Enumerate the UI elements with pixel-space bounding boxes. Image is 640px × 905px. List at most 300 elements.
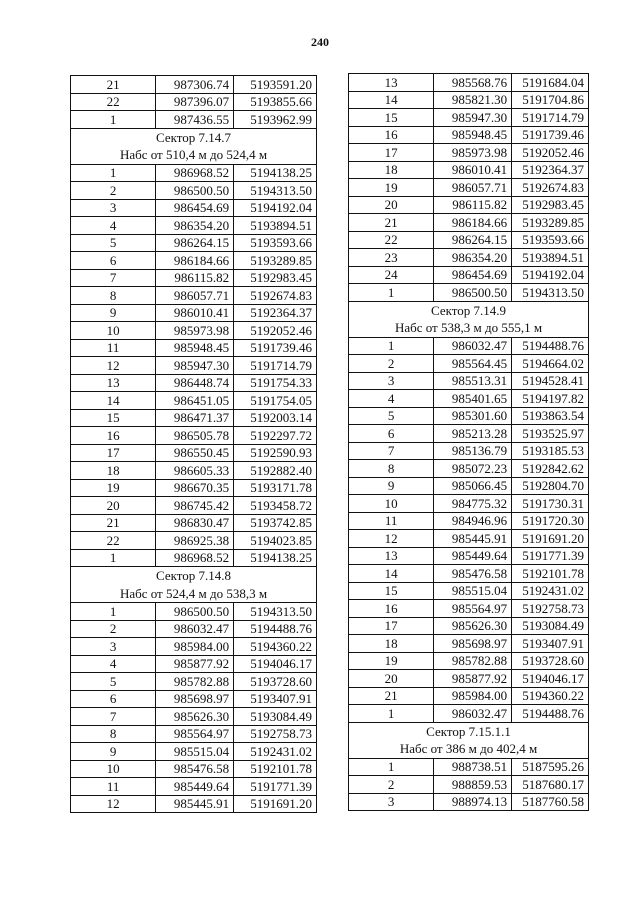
point-number: 1 — [71, 603, 156, 621]
coordinate-x: 985948.45 — [156, 339, 234, 357]
table-row — [71, 690, 317, 708]
coordinate-y: 5193863.54 — [512, 407, 589, 425]
coordinate-y: 5194023.85 — [234, 532, 317, 550]
coordinate-x: 984775.32 — [434, 495, 512, 513]
coordinate-y: 5192364.37 — [234, 304, 317, 322]
sector-header-row — [71, 128, 317, 146]
table-row — [71, 339, 317, 357]
coordinate-x: 985072.23 — [434, 460, 512, 478]
coordinate-y: 5191691.20 — [234, 795, 317, 813]
coordinates-table-right — [348, 73, 589, 811]
coordinate-y: 5192842.62 — [512, 460, 589, 478]
coordinate-y: 5191704.86 — [512, 91, 589, 109]
sector-header: Набс от 538,3 м до 555,1 м — [349, 319, 589, 337]
coordinate-y: 5194313.50 — [234, 182, 317, 200]
coordinate-y: 5194488.76 — [234, 620, 317, 638]
point-number: 8 — [71, 725, 156, 743]
coordinate-y: 5193894.51 — [234, 217, 317, 235]
coordinate-y: 5193185.53 — [512, 442, 589, 460]
table-row — [71, 304, 317, 322]
point-number: 10 — [349, 495, 434, 513]
sector-header: Сектор 7.15.1.1 — [349, 722, 589, 740]
point-number: 5 — [71, 673, 156, 691]
table-row — [71, 357, 317, 375]
coordinate-x: 985476.58 — [434, 565, 512, 583]
coordinate-x: 986115.82 — [434, 196, 512, 214]
point-number: 22 — [71, 532, 156, 550]
coordinate-y: 5193593.66 — [234, 234, 317, 252]
coordinate-y: 5192674.83 — [512, 179, 589, 197]
table-row — [349, 249, 589, 267]
coordinate-x: 985973.98 — [156, 322, 234, 340]
point-number: 7 — [71, 269, 156, 287]
point-number: 19 — [349, 652, 434, 670]
coordinate-x: 985568.76 — [434, 74, 512, 92]
table-row — [71, 778, 317, 796]
table-row — [71, 217, 317, 235]
point-number: 15 — [71, 409, 156, 427]
coordinate-y: 5194313.50 — [512, 284, 589, 302]
table-row — [349, 512, 589, 530]
coordinate-y: 5192101.78 — [512, 565, 589, 583]
table-row — [71, 322, 317, 340]
table-row — [349, 460, 589, 478]
coordinate-y: 5193171.78 — [234, 479, 317, 497]
point-number: 17 — [349, 617, 434, 635]
coordinate-y: 5193084.49 — [234, 708, 317, 726]
coordinate-x: 985564.97 — [156, 725, 234, 743]
right-table-body — [349, 74, 589, 811]
coordinates-table-left — [70, 75, 317, 813]
table-row — [71, 638, 317, 656]
table-row — [349, 793, 589, 811]
point-number: 8 — [349, 460, 434, 478]
table-row — [349, 565, 589, 583]
point-number: 24 — [349, 266, 434, 284]
point-number: 1 — [349, 758, 434, 776]
coordinate-x: 986115.82 — [156, 269, 234, 287]
point-number: 22 — [71, 93, 156, 111]
sector-header-row — [349, 722, 589, 740]
point-number: 4 — [349, 390, 434, 408]
sector-header: Набс от 386 м до 402,4 м — [349, 740, 589, 758]
table-row — [349, 231, 589, 249]
table-row — [349, 407, 589, 425]
coordinate-x: 986354.20 — [156, 217, 234, 235]
table-row — [71, 479, 317, 497]
coordinate-x: 985947.30 — [434, 109, 512, 127]
coordinate-y: 5194046.17 — [234, 655, 317, 673]
table-row — [349, 337, 589, 355]
table-row — [349, 530, 589, 548]
table-row — [349, 600, 589, 618]
coordinate-x: 986670.35 — [156, 479, 234, 497]
coordinate-x: 986032.47 — [156, 620, 234, 638]
coordinate-x: 986550.45 — [156, 444, 234, 462]
coordinate-x: 986968.52 — [156, 164, 234, 182]
point-number: 2 — [349, 355, 434, 373]
coordinate-x: 988859.53 — [434, 776, 512, 794]
table-row — [71, 497, 317, 515]
point-number: 12 — [349, 530, 434, 548]
table-row — [71, 708, 317, 726]
coordinate-y: 5192758.73 — [234, 725, 317, 743]
coordinate-y: 5192003.14 — [234, 409, 317, 427]
coordinate-x: 985948.45 — [434, 126, 512, 144]
coordinate-y: 5191714.79 — [234, 357, 317, 375]
point-number: 20 — [349, 196, 434, 214]
point-number: 18 — [71, 462, 156, 480]
table-row — [71, 549, 317, 567]
coordinate-x: 985782.88 — [156, 673, 234, 691]
left-table-body — [71, 76, 317, 813]
coordinate-x: 986471.37 — [156, 409, 234, 427]
coordinate-y: 5193894.51 — [512, 249, 589, 267]
point-number: 22 — [349, 231, 434, 249]
coordinate-x: 986605.33 — [156, 462, 234, 480]
coordinate-x: 985449.64 — [434, 547, 512, 565]
point-number: 7 — [71, 708, 156, 726]
point-number: 5 — [349, 407, 434, 425]
coordinate-y: 5191771.39 — [234, 778, 317, 796]
sector-header-row — [349, 301, 589, 319]
coordinate-x: 985515.04 — [434, 582, 512, 600]
coordinate-y: 5193084.49 — [512, 617, 589, 635]
point-number: 1 — [71, 549, 156, 567]
coordinate-y: 5191754.05 — [234, 392, 317, 410]
coordinate-y: 5193962.99 — [234, 111, 317, 129]
sector-header-row — [71, 585, 317, 603]
coordinate-x: 985513.31 — [434, 372, 512, 390]
point-number: 5 — [71, 234, 156, 252]
table-row — [71, 795, 317, 813]
point-number: 11 — [71, 339, 156, 357]
coordinate-x: 985877.92 — [156, 655, 234, 673]
coordinate-y: 5192882.40 — [234, 462, 317, 480]
coordinate-y: 5192758.73 — [512, 600, 589, 618]
coordinate-x: 985564.97 — [434, 600, 512, 618]
coordinate-x: 986968.52 — [156, 549, 234, 567]
point-number: 13 — [349, 547, 434, 565]
table-row — [349, 161, 589, 179]
table-row — [71, 164, 317, 182]
table-row — [71, 725, 317, 743]
table-row — [349, 109, 589, 127]
coordinate-x: 987436.55 — [156, 111, 234, 129]
coordinate-y: 5191691.20 — [512, 530, 589, 548]
coordinate-x: 986354.20 — [434, 249, 512, 267]
point-number: 4 — [71, 655, 156, 673]
coordinate-y: 5194138.25 — [234, 549, 317, 567]
table-row — [349, 126, 589, 144]
coordinate-y: 5194528.41 — [512, 372, 589, 390]
point-number: 3 — [71, 638, 156, 656]
table-row — [349, 355, 589, 373]
coordinate-x: 988738.51 — [434, 758, 512, 776]
point-number: 11 — [349, 512, 434, 530]
point-number: 16 — [349, 600, 434, 618]
table-row — [349, 390, 589, 408]
coordinate-x: 986454.69 — [156, 199, 234, 217]
table-row — [71, 269, 317, 287]
coordinate-x: 985445.91 — [156, 795, 234, 813]
table-row — [71, 514, 317, 532]
table-row — [349, 670, 589, 688]
coordinate-x: 986830.47 — [156, 514, 234, 532]
coordinate-x: 985821.30 — [434, 91, 512, 109]
coordinate-x: 985066.45 — [434, 477, 512, 495]
coordinate-y: 5194488.76 — [512, 337, 589, 355]
point-number: 1 — [349, 337, 434, 355]
sector-header: Сектор 7.14.9 — [349, 301, 589, 319]
point-number: 17 — [349, 144, 434, 162]
table-row — [349, 91, 589, 109]
coordinate-y: 5193458.72 — [234, 497, 317, 515]
coordinate-y: 5192431.02 — [512, 582, 589, 600]
sector-header: Набс от 524,4 м до 538,3 м — [71, 585, 317, 603]
coordinate-y: 5192431.02 — [234, 743, 317, 761]
coordinate-y: 5192297.72 — [234, 427, 317, 445]
coordinate-x: 986451.05 — [156, 392, 234, 410]
coordinate-x: 985782.88 — [434, 652, 512, 670]
table-row — [349, 776, 589, 794]
point-number: 21 — [349, 214, 434, 232]
point-number: 6 — [349, 425, 434, 443]
sector-header-row — [71, 146, 317, 164]
point-number: 21 — [71, 76, 156, 94]
point-number: 3 — [71, 199, 156, 217]
coordinate-x: 986264.15 — [434, 231, 512, 249]
coordinate-y: 5193289.85 — [234, 252, 317, 270]
point-number: 9 — [349, 477, 434, 495]
point-number: 4 — [71, 217, 156, 235]
table-row — [71, 673, 317, 691]
coordinate-y: 5192052.46 — [234, 322, 317, 340]
table-row — [71, 444, 317, 462]
table-row — [71, 287, 317, 305]
coordinate-x: 986500.50 — [434, 284, 512, 302]
table-row — [71, 182, 317, 200]
table-row — [349, 214, 589, 232]
coordinate-y: 5193742.85 — [234, 514, 317, 532]
table-row — [349, 425, 589, 443]
table-row — [349, 687, 589, 705]
coordinate-x: 986057.71 — [434, 179, 512, 197]
coordinate-x: 986010.41 — [156, 304, 234, 322]
coordinate-x: 986184.66 — [156, 252, 234, 270]
coordinate-y: 5193591.20 — [234, 76, 317, 94]
point-number: 7 — [349, 442, 434, 460]
point-number: 15 — [349, 109, 434, 127]
coordinate-y: 5193407.91 — [234, 690, 317, 708]
table-row — [71, 111, 317, 129]
point-number: 2 — [349, 776, 434, 794]
table-row — [71, 392, 317, 410]
coordinate-x: 986448.74 — [156, 374, 234, 392]
table-row — [349, 652, 589, 670]
coordinate-x: 985515.04 — [156, 743, 234, 761]
coordinate-y: 5193593.66 — [512, 231, 589, 249]
coordinate-y: 5191714.79 — [512, 109, 589, 127]
coordinate-y: 5191684.04 — [512, 74, 589, 92]
coordinate-y: 5191754.33 — [234, 374, 317, 392]
coordinate-x: 985476.58 — [156, 760, 234, 778]
point-number: 9 — [71, 743, 156, 761]
table-row — [71, 234, 317, 252]
coordinate-y: 5191720.30 — [512, 512, 589, 530]
point-number: 14 — [71, 392, 156, 410]
point-number: 2 — [71, 620, 156, 638]
table-row — [349, 179, 589, 197]
coordinate-y: 5191730.31 — [512, 495, 589, 513]
coordinate-y: 5194197.82 — [512, 390, 589, 408]
coordinate-x: 986032.47 — [434, 705, 512, 723]
coordinate-x: 987396.07 — [156, 93, 234, 111]
coordinate-x: 986454.69 — [434, 266, 512, 284]
coordinate-x: 985301.60 — [434, 407, 512, 425]
coordinate-y: 5194360.22 — [512, 687, 589, 705]
coordinate-x: 985698.97 — [156, 690, 234, 708]
point-number: 3 — [349, 793, 434, 811]
point-number: 16 — [349, 126, 434, 144]
table-row — [349, 547, 589, 565]
point-number: 12 — [71, 357, 156, 375]
coordinate-y: 5192590.93 — [234, 444, 317, 462]
coordinate-y: 5192983.45 — [234, 269, 317, 287]
sector-header: Сектор 7.14.7 — [71, 128, 317, 146]
table-row — [349, 442, 589, 460]
table-row — [71, 93, 317, 111]
coordinate-x: 986010.41 — [434, 161, 512, 179]
point-number: 8 — [71, 287, 156, 305]
coordinate-y: 5194664.02 — [512, 355, 589, 373]
coordinate-y: 5192364.37 — [512, 161, 589, 179]
sector-header-row — [349, 740, 589, 758]
table-row — [349, 758, 589, 776]
table-row — [349, 617, 589, 635]
point-number: 13 — [71, 374, 156, 392]
coordinate-y: 5193525.97 — [512, 425, 589, 443]
sector-header: Сектор 7.14.8 — [71, 567, 317, 585]
table-row — [71, 603, 317, 621]
coordinate-y: 5187595.26 — [512, 758, 589, 776]
point-number: 10 — [71, 322, 156, 340]
table-row — [71, 409, 317, 427]
coordinate-y: 5194192.04 — [512, 266, 589, 284]
point-number: 3 — [349, 372, 434, 390]
point-number: 15 — [349, 582, 434, 600]
coordinate-y: 5191739.46 — [234, 339, 317, 357]
coordinate-y: 5193289.85 — [512, 214, 589, 232]
coordinate-x: 984946.96 — [434, 512, 512, 530]
table-row — [349, 266, 589, 284]
coordinate-y: 5187680.17 — [512, 776, 589, 794]
coordinate-x: 985877.92 — [434, 670, 512, 688]
coordinate-x: 985698.97 — [434, 635, 512, 653]
point-number: 13 — [349, 74, 434, 92]
coordinate-y: 5194192.04 — [234, 199, 317, 217]
table-row — [71, 655, 317, 673]
coordinate-x: 985564.45 — [434, 355, 512, 373]
table-row — [349, 582, 589, 600]
coordinate-y: 5192052.46 — [512, 144, 589, 162]
point-number: 23 — [349, 249, 434, 267]
table-row — [349, 705, 589, 723]
coordinate-y: 5194360.22 — [234, 638, 317, 656]
coordinate-x: 988974.13 — [434, 793, 512, 811]
coordinate-x: 985136.79 — [434, 442, 512, 460]
coordinate-y: 5187760.58 — [512, 793, 589, 811]
point-number: 20 — [349, 670, 434, 688]
table-row — [349, 74, 589, 92]
table-row — [71, 743, 317, 761]
coordinate-x: 985626.30 — [434, 617, 512, 635]
point-number: 16 — [71, 427, 156, 445]
coordinate-x: 986505.78 — [156, 427, 234, 445]
table-row — [71, 427, 317, 445]
point-number: 14 — [349, 565, 434, 583]
point-number: 9 — [71, 304, 156, 322]
coordinate-x: 986745.42 — [156, 497, 234, 515]
coordinate-y: 5193407.91 — [512, 635, 589, 653]
point-number: 12 — [71, 795, 156, 813]
coordinate-x: 986500.50 — [156, 603, 234, 621]
coordinate-y: 5191739.46 — [512, 126, 589, 144]
table-row — [71, 620, 317, 638]
table-row — [71, 252, 317, 270]
table-row — [71, 532, 317, 550]
point-number: 6 — [71, 252, 156, 270]
coordinate-x: 985973.98 — [434, 144, 512, 162]
coordinate-x: 985449.64 — [156, 778, 234, 796]
sector-header-row — [349, 319, 589, 337]
coordinate-x: 985401.65 — [434, 390, 512, 408]
coordinate-y: 5194046.17 — [512, 670, 589, 688]
coordinate-x: 986500.50 — [156, 182, 234, 200]
point-number: 6 — [71, 690, 156, 708]
table-row — [349, 144, 589, 162]
coordinate-y: 5193728.60 — [512, 652, 589, 670]
point-number: 14 — [349, 91, 434, 109]
coordinate-x: 986032.47 — [434, 337, 512, 355]
table-row — [71, 199, 317, 217]
point-number: 17 — [71, 444, 156, 462]
point-number: 10 — [71, 760, 156, 778]
point-number: 21 — [349, 687, 434, 705]
point-number: 19 — [71, 479, 156, 497]
coordinate-x: 985626.30 — [156, 708, 234, 726]
table-row — [71, 76, 317, 94]
point-number: 18 — [349, 161, 434, 179]
coordinate-x: 985213.28 — [434, 425, 512, 443]
coordinate-x: 986184.66 — [434, 214, 512, 232]
coordinate-x: 986925.38 — [156, 532, 234, 550]
point-number: 21 — [71, 514, 156, 532]
coordinate-x: 986264.15 — [156, 234, 234, 252]
table-row — [71, 760, 317, 778]
point-number: 2 — [71, 182, 156, 200]
point-number: 19 — [349, 179, 434, 197]
coordinate-y: 5192674.83 — [234, 287, 317, 305]
coordinate-x: 985947.30 — [156, 357, 234, 375]
sector-header: Набс от 510,4 м до 524,4 м — [71, 146, 317, 164]
point-number: 18 — [349, 635, 434, 653]
point-number: 1 — [349, 284, 434, 302]
coordinate-y: 5191771.39 — [512, 547, 589, 565]
point-number: 11 — [71, 778, 156, 796]
coordinate-y: 5194488.76 — [512, 705, 589, 723]
table-row — [349, 284, 589, 302]
